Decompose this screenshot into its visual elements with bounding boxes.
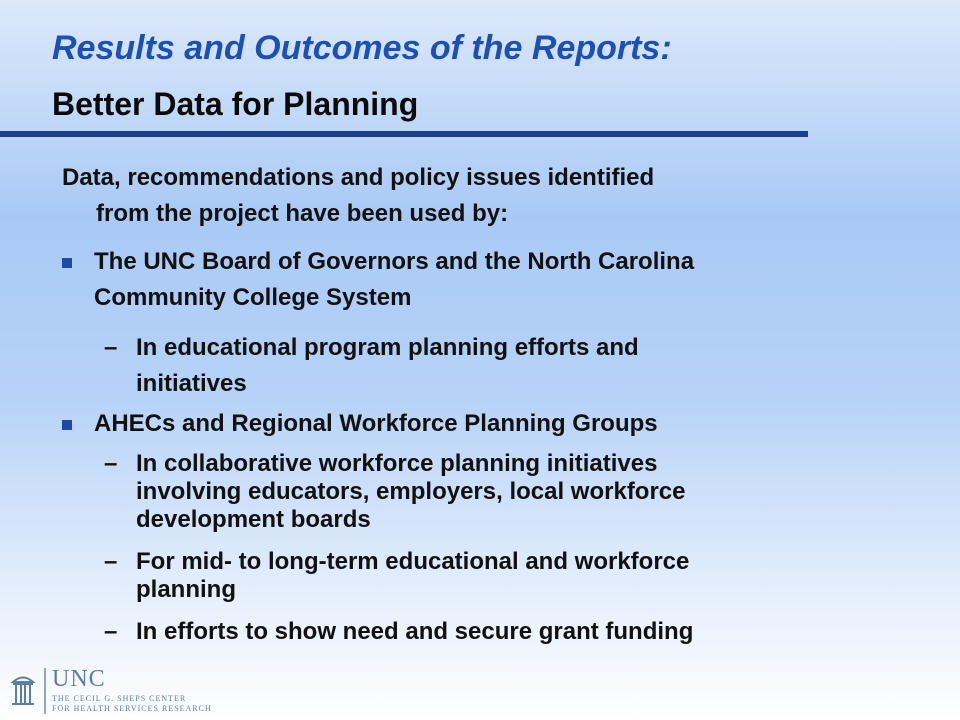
dash-bullet: –	[104, 548, 118, 575]
slide-subtitle: Better Data for Planning	[52, 86, 419, 122]
bullet-line: AHECs and Regional Workforce Planning Groups	[94, 410, 658, 437]
sub-bullet-text	[136, 548, 896, 604]
intro-line-2: from the project have been used by:	[96, 200, 509, 227]
bullet-line: Community College System	[94, 284, 412, 311]
dash-bullet: –	[104, 334, 118, 361]
sub-bullet-text	[136, 450, 896, 534]
intro-line-1: Data, recommendations and policy issues identified	[62, 164, 655, 191]
sub-bullet-text	[136, 618, 896, 646]
logo-line-2: FOR HEALTH SERVICES RESEARCH	[52, 704, 212, 713]
logo-unc-wordmark: UNC	[52, 666, 106, 692]
sub-bullet-line: In efforts to show need and secure grant funding	[136, 618, 694, 645]
sub-bullet-line: development boards	[136, 506, 371, 533]
sub-bullet-line: planning	[136, 576, 236, 603]
sub-bullet-line: For mid- to long-term educational and workforce	[136, 548, 690, 575]
square-bullet-icon	[62, 420, 72, 430]
logo-divider	[44, 668, 46, 714]
sub-bullet-line: In collaborative workforce planning initiatives	[136, 450, 658, 477]
logo-line-1: THE CECIL G. SHEPS CENTER	[52, 694, 187, 703]
sub-bullet-line: involving educators, employers, local workforce	[136, 478, 686, 505]
bullet-line: The UNC Board of Governors and the North Carolina	[94, 248, 695, 275]
intro-paragraph	[62, 160, 882, 232]
bullet-text	[94, 406, 914, 442]
dash-bullet: –	[104, 618, 118, 645]
dash-bullet: –	[104, 450, 118, 477]
old-well-icon	[10, 672, 36, 706]
sub-bullet-text	[136, 330, 896, 402]
bullet-text	[94, 244, 914, 316]
unc-sheps-logo	[10, 668, 250, 716]
slide-title: Results and Outcomes of the Reports:	[52, 29, 672, 67]
sub-bullet-line: initiatives	[136, 370, 247, 397]
sub-bullet-line: In educational program planning efforts and	[136, 334, 639, 361]
square-bullet-icon	[62, 258, 72, 268]
